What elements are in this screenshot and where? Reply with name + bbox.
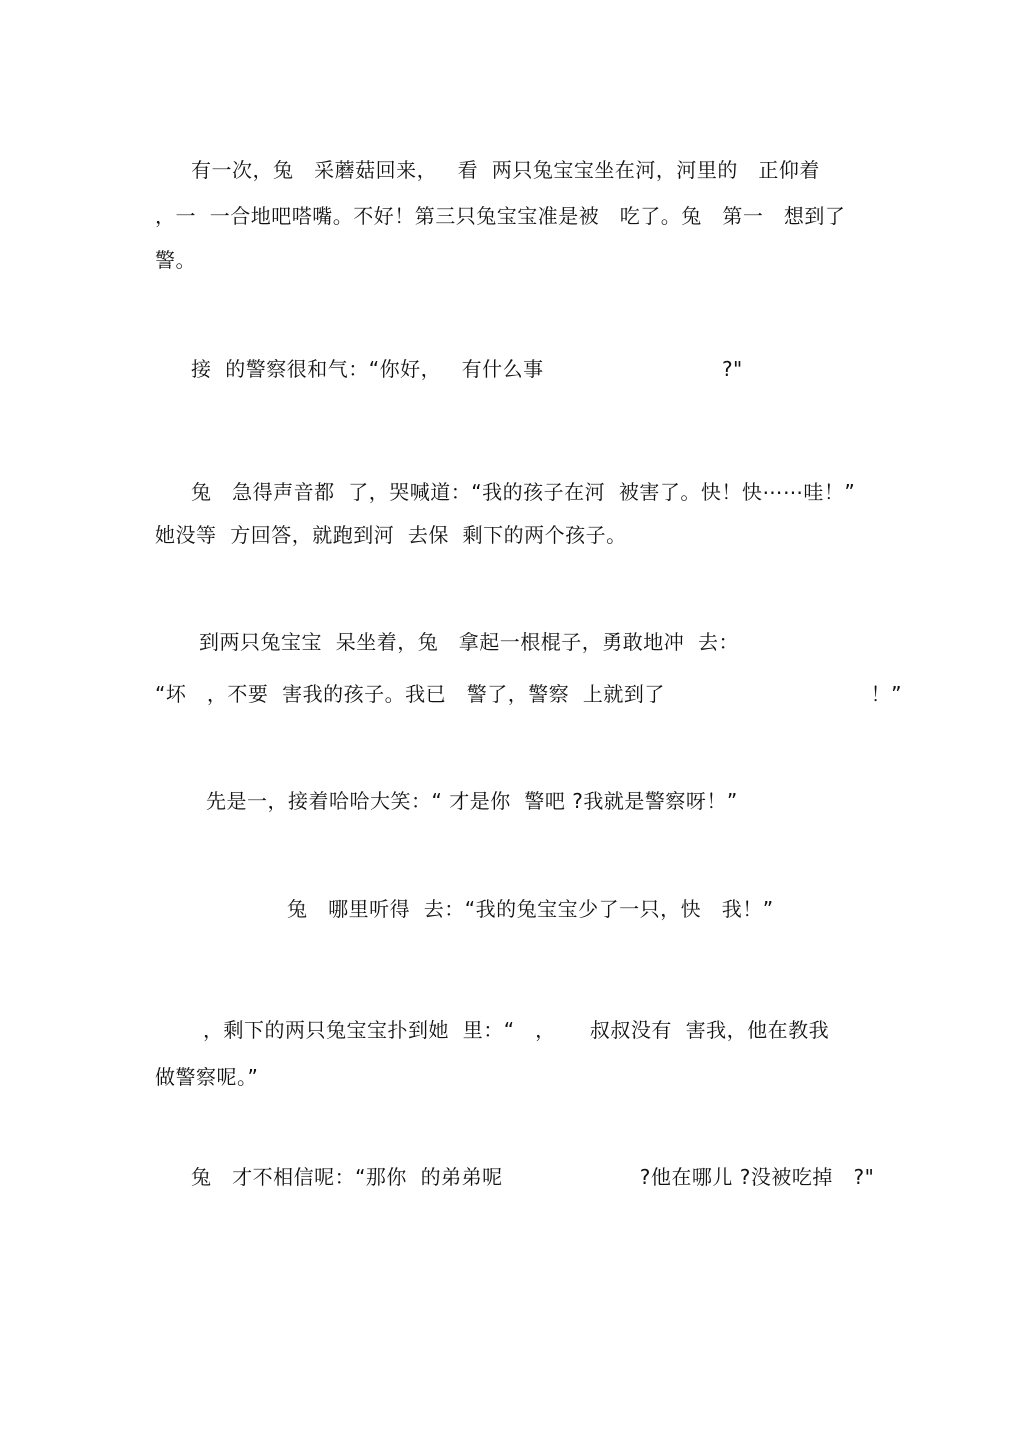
paragraph-3-line-2: 她没等 方回答，就跑到河 去保 剩下的两个孩子。 — [155, 523, 627, 547]
paragraph-1-line-1: 有一次，兔 采蘑菇回来， 看 两只兔宝宝坐在河，河里的 正仰着 — [191, 158, 820, 182]
paragraph-7-line-1: ，剩下的两只兔宝宝扑到她 里：“ ， 叔叔没有 害我，他在教我 — [203, 1018, 830, 1042]
paragraph-2-line-1: 接 的警察很和气：“你好， 有什么事 ?" — [191, 357, 743, 381]
paragraph-6-line-1: 兔 哪里听得 去：“我的兔宝宝少了一只，快 我！” — [287, 897, 774, 921]
paragraph-5-line-1: 先是一，接着哈哈大笑：“ 才是你 警吧 ?我就是警察呀！” — [206, 789, 738, 813]
paragraph-1-line-2: ，一 一合地吧嗒嘴。不好！第三只兔宝宝准是被 吃了。兔 第一 想到了 — [155, 204, 846, 228]
paragraph-3-line-1: 兔 急得声音都 了，哭喊道：“我的孩子在河 被害了。快！快⋯⋯哇！” — [191, 480, 856, 504]
paragraph-4-line-2: “坏 ，不要 害我的孩子。我已 警了，警察 上就到了 ！” — [155, 682, 903, 706]
paragraph-7-line-2: 做警察呢。” — [155, 1065, 259, 1089]
paragraph-1-line-3: 警。 — [155, 248, 196, 272]
paragraph-4-line-1: 到两只兔宝宝 呆坐着，兔 拿起一根棍子，勇敢地冲 去： — [199, 630, 740, 654]
paragraph-8-line-1: 兔 才不相信呢：“那你 的弟弟呢 ?他在哪儿 ?没被吃掉 ?" — [191, 1165, 875, 1189]
